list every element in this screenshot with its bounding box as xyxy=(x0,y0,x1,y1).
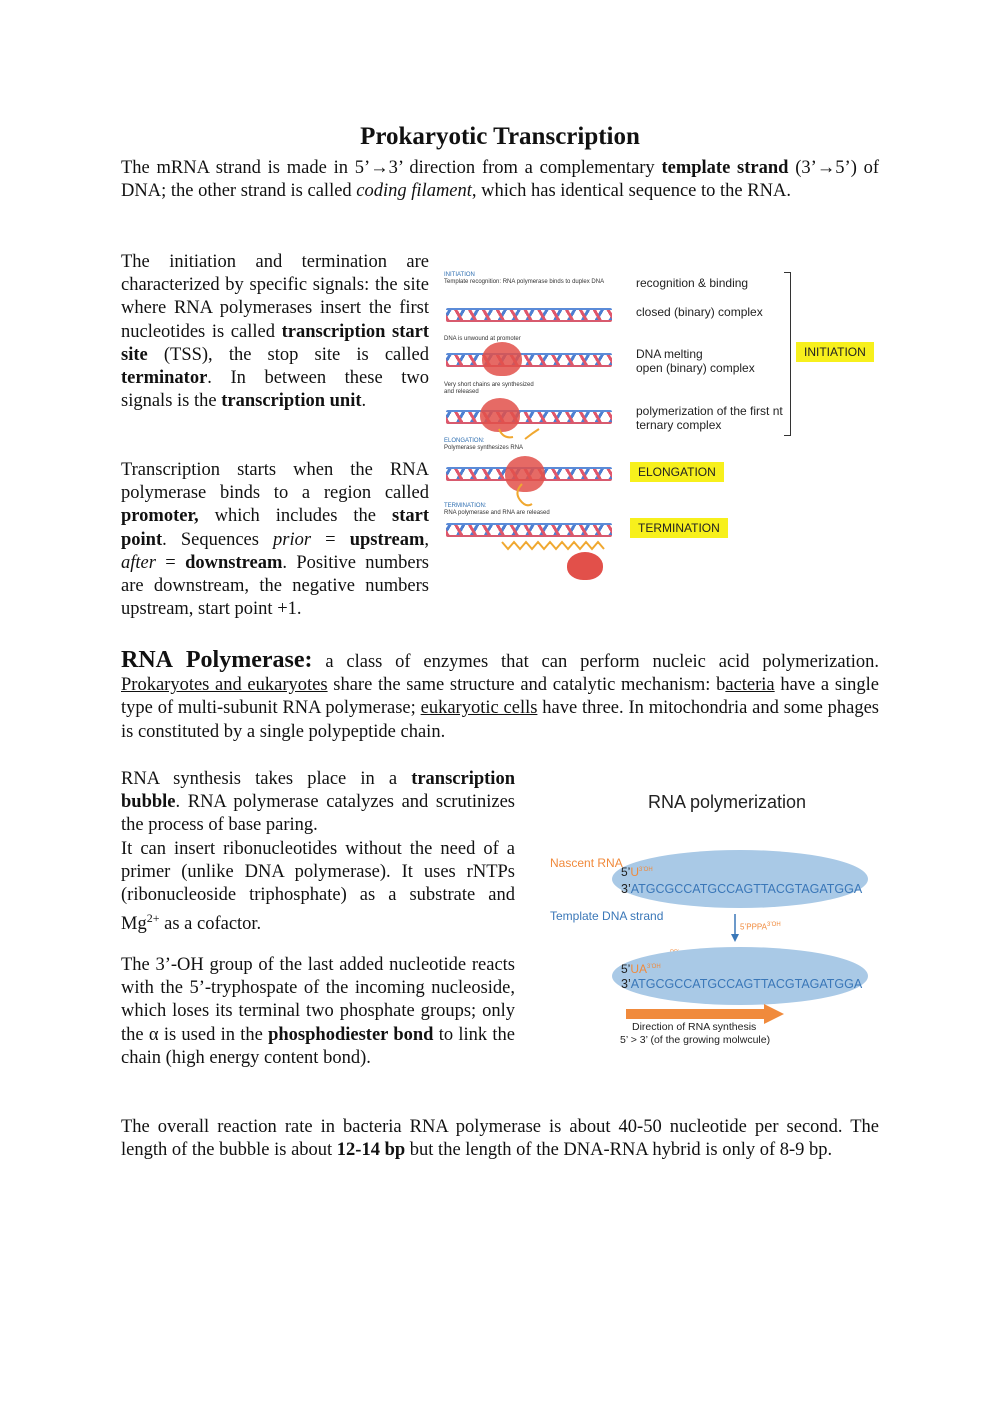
intro-paragraph: The mRNA strand is made in 5’→3’ direction from a complementary template strand (3’→5’) of DNA; the other strand is called coding filament, which has identical sequence to the RNA. xyxy=(121,158,880,202)
promoter-paragraph: Transcription starts when the RNA polymerase binds to a region called promoter, which includes the start point. Sequences prior = upstream, after = downstream. Positive numbers are downstream, the negative numbers upstream, start point +1. xyxy=(121,460,429,620)
dna-helix-3 xyxy=(446,410,612,424)
direction-line1: Direction of RNA synthesis xyxy=(632,1021,757,1033)
bubble2-sequence: 3’ATGCGCCATGCCAGTTACGTAGATGGA xyxy=(621,977,863,991)
tag-termination: TERMINATION xyxy=(630,518,728,538)
dna-helix-1 xyxy=(446,308,612,322)
fig1-unwound-caption: DNA is unwound at promoter xyxy=(444,336,521,342)
polymerase-blob-2 xyxy=(482,342,522,376)
bubble-ellipse-1 xyxy=(612,850,868,908)
step-ternary-complex: ternary complex xyxy=(636,418,722,432)
fig1-termination-label: TERMINATION: xyxy=(444,503,487,509)
dna-helix-5 xyxy=(446,523,612,537)
tag-elongation: ELONGATION xyxy=(630,462,724,482)
fig2-title: RNA polymerization xyxy=(648,792,807,812)
fig1-short-chains-caption: Very short chains are synthesized and released xyxy=(444,382,534,395)
template-dna-label: Template DNA strand xyxy=(550,909,664,923)
polymerase-paragraph: RNA Polymerase: a class of enzymes that can perform nucleic acid polymerization. Prokaryotes and eukaryotes share the same structure and catalytic mechanism: bacteria have a single type of multi-subunit RNA polymerase; eukaryotic cells have three. In mitochondria and some phages is constituted by a single polypeptide chain. xyxy=(121,647,880,742)
fig1-elongation-label: ELONGATION: xyxy=(444,438,485,444)
short-rna-chains xyxy=(495,425,545,445)
released-rna xyxy=(500,538,610,552)
bubble2-five-prime: $5’UA^{3’OH}$ xyxy=(621,962,661,976)
released-polymerase xyxy=(567,552,603,580)
bubble-paragraph: RNA synthesis takes place in a transcription bubble. RNA polymerase catalyzes and scrutinizes the process of base paring. It can insert ribonucleotides without the need of a primer (unlike DNA polymerase). It uses rNTPs (ribonucleoside triphosphate) as a substrate and $Mg^{2+}$ as a cofactor. xyxy=(121,769,515,935)
growing-rna xyxy=(510,482,540,512)
step-closed-complex: closed (binary) complex xyxy=(636,305,763,319)
step-dna-melting: DNA melting xyxy=(636,347,703,361)
incoming-nucleotide: $5’PPPA^{3’OH}$ xyxy=(740,922,781,932)
fig1-elongation-caption: Polymerase synthesizes RNA xyxy=(444,445,524,451)
signals-paragraph: The initiation and termination are characterized by specific signals: the site where RNA polymerases insert the first nucleotides is called transcription start site (TSS), the stop site is called terminator. In between these two signals is the transcription unit. xyxy=(121,252,429,412)
nascent-rna-label: Nascent RNA xyxy=(550,856,623,870)
rate-paragraph: The overall reaction rate in bacteria RNA polymerase is about 40-50 nucleotide per second. The length of the bubble is about 12-14 bp but the length of the DNA-RNA hybrid is only of 8-9 bp. xyxy=(121,1117,879,1161)
page-title: Prokaryotic Transcription xyxy=(360,123,640,150)
fig1-termination-caption: RNA polymerase and RNA are released xyxy=(444,510,550,516)
bubble1-sequence: 3’ATGCGCCATGCCAGTTACGTAGATGGA xyxy=(621,882,863,896)
tag-initiation: INITIATION xyxy=(796,342,874,362)
step-open-complex: open (binary) complex xyxy=(636,361,755,375)
fig1-initiation-label: INITIATION xyxy=(444,272,475,278)
initiation-bracket xyxy=(784,272,791,436)
bubble1-five-prime: $5’U^{3’OH}$ xyxy=(621,865,653,879)
direction-line2: 5’ > 3’ (of the growing molwcule) xyxy=(620,1034,771,1046)
step-polymerization: polymerization of the first nt xyxy=(636,404,783,418)
dna-helix-2 xyxy=(446,353,612,367)
oh-group-paragraph: The 3’-OH group of the last added nucleotide reacts with the 5’-tryphospate of the incoming nucleoside, which loses its terminal two phosphate groups; only the α is used in the phosphodiester bond to link the chain (high energy content bond). xyxy=(121,955,515,1068)
step-recognition: recognition & binding xyxy=(636,276,749,290)
bubble-ellipse-2 xyxy=(612,947,868,1005)
fig1-initiation-caption: Template recognition: RNA polymerase binds to duplex DNA xyxy=(444,279,605,285)
